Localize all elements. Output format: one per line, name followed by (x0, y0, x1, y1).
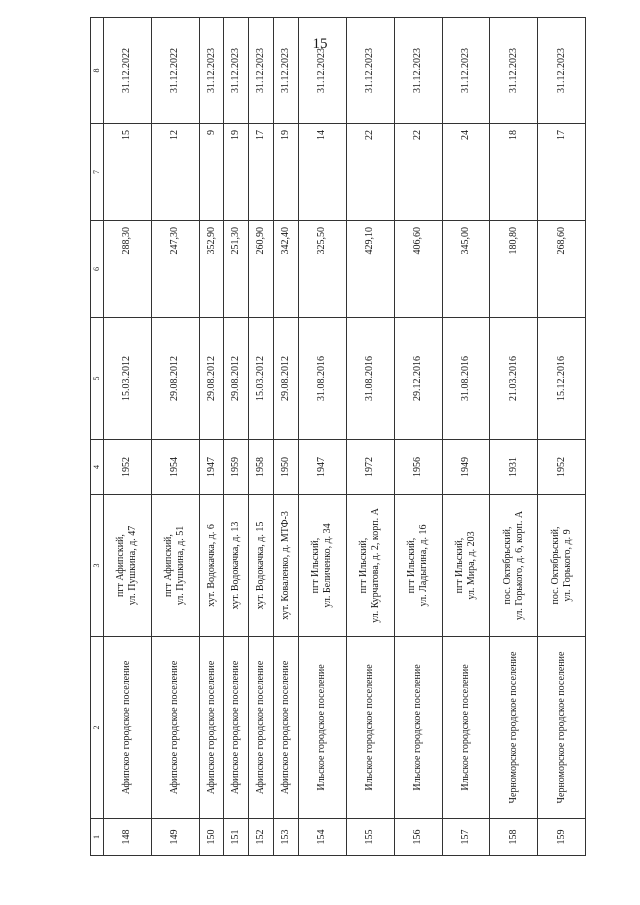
address-cell (224, 495, 249, 637)
address-line: ул. Горького, д. 6, корп. А (513, 510, 525, 621)
row-number-cell: 153 (274, 819, 299, 856)
count-cell: 17 (249, 124, 274, 221)
row-number-cell: 152 (249, 819, 274, 856)
column-number-7: 7 (91, 124, 104, 221)
area-cell: 352,90 (199, 221, 224, 318)
area-cell: 268,60 (538, 221, 586, 318)
address-cell (346, 495, 394, 637)
row-number-cell: 151 (224, 819, 249, 856)
settlement-cell: Черноморское городское поселение (538, 637, 586, 819)
address-line: пгт Ильский, (453, 537, 465, 594)
year-cell: 1950 (274, 440, 299, 495)
settlement-cell: Афипское городское поселение (249, 637, 274, 819)
count-cell: 22 (346, 124, 394, 221)
address-cell (151, 495, 199, 637)
table-row (274, 18, 299, 856)
date-cell: 21.03.2016 (490, 318, 538, 440)
address-line: пгт Ильский, (310, 537, 322, 594)
year-cell: 1949 (442, 440, 490, 495)
settlement-cell: Ильское городское поселение (442, 637, 490, 819)
address-line: пос. Октябрьский, (501, 526, 513, 605)
table-row (538, 18, 586, 856)
address-line: ул. Мира, д. 203 (465, 531, 477, 600)
deadline-cell: 31.12.2023 (442, 18, 490, 124)
address-cell (490, 495, 538, 637)
address-cell (249, 495, 274, 637)
deadline-cell: 31.12.2023 (249, 18, 274, 124)
date-cell: 29.08.2012 (199, 318, 224, 440)
table-row (199, 18, 224, 856)
table-row (104, 18, 152, 856)
table-row (490, 18, 538, 856)
count-cell: 15 (104, 124, 152, 221)
deadline-cell: 31.12.2023 (274, 18, 299, 124)
count-cell: 24 (442, 124, 490, 221)
address-cell (538, 495, 586, 637)
row-number-cell: 149 (151, 819, 199, 856)
address-line: ул. Пушкина, д. 51 (175, 525, 187, 606)
settlement-cell: Афипское городское поселение (199, 637, 224, 819)
deadline-cell: 31.12.2023 (199, 18, 224, 124)
deadline-cell: 31.12.2023 (490, 18, 538, 124)
address-cell (104, 495, 152, 637)
area-cell: 429,10 (346, 221, 394, 318)
area-cell: 247,30 (151, 221, 199, 318)
deadline-cell: 31.12.2022 (151, 18, 199, 124)
row-number-cell: 150 (199, 819, 224, 856)
settlement-cell: Ильское городское поселение (394, 637, 442, 819)
row-number-cell: 154 (299, 819, 347, 856)
date-cell: 31.08.2016 (442, 318, 490, 440)
date-cell: 15.03.2012 (104, 318, 152, 440)
table-container (90, 48, 586, 856)
table-row (442, 18, 490, 856)
address-cell (442, 495, 490, 637)
address-cell (299, 495, 347, 637)
address-line: ул. Беличенко, д. 34 (322, 523, 334, 608)
year-cell: 1952 (104, 440, 152, 495)
address-line: ул. Горького, д. 9 (561, 529, 573, 602)
date-cell: 29.08.2012 (151, 318, 199, 440)
count-cell: 22 (394, 124, 442, 221)
year-cell: 1954 (151, 440, 199, 495)
date-cell: 31.08.2016 (299, 318, 347, 440)
count-cell: 9 (199, 124, 224, 221)
address-line: пгт Ильский, (358, 537, 370, 594)
date-cell: 29.08.2012 (224, 318, 249, 440)
address-line: пгт Афипский, (163, 534, 175, 597)
column-number-8: 8 (91, 18, 104, 124)
address-line: хут. Коваленко, д. МТФ-3 (280, 511, 292, 620)
settlement-cell: Афипское городское поселение (151, 637, 199, 819)
row-number-cell: 148 (104, 819, 152, 856)
address-line: ул. Ладыгина, д. 16 (418, 524, 430, 607)
area-cell: 342,40 (274, 221, 299, 318)
year-cell: 1958 (249, 440, 274, 495)
address-line: хут. Водокачка, д. 15 (255, 521, 267, 610)
deadline-cell: 31.12.2023 (299, 18, 347, 124)
deadline-cell: 31.12.2023 (346, 18, 394, 124)
address-cell (274, 495, 299, 637)
page-number: 15 (312, 36, 328, 52)
count-cell: 19 (274, 124, 299, 221)
row-number-cell: 159 (538, 819, 586, 856)
header-row (91, 18, 104, 856)
count-cell: 19 (224, 124, 249, 221)
table-row (224, 18, 249, 856)
year-cell: 1931 (490, 440, 538, 495)
column-number-6: 6 (91, 221, 104, 318)
date-cell: 29.12.2016 (394, 318, 442, 440)
settlement-cell: Ильское городское поселение (346, 637, 394, 819)
data-table (90, 17, 586, 856)
count-cell: 17 (538, 124, 586, 221)
address-line: ул. Курчатова, д. 2, корп. А (370, 508, 382, 623)
area-cell: 180,80 (490, 221, 538, 318)
year-cell: 1947 (299, 440, 347, 495)
address-line: ул. Пушкина, д. 47 (127, 525, 139, 606)
area-cell: 251,30 (224, 221, 249, 318)
row-number-cell: 157 (442, 819, 490, 856)
count-cell: 12 (151, 124, 199, 221)
settlement-cell: Ильское городское поселение (299, 637, 347, 819)
address-cell (394, 495, 442, 637)
deadline-cell: 31.12.2023 (538, 18, 586, 124)
year-cell: 1956 (394, 440, 442, 495)
table-row (249, 18, 274, 856)
deadline-cell: 31.12.2023 (394, 18, 442, 124)
row-number-cell: 155 (346, 819, 394, 856)
address-line: пгт Афипский, (115, 534, 127, 597)
address-line: хут. Водокачка, д. 13 (230, 521, 242, 610)
settlement-cell: Афипское городское поселение (224, 637, 249, 819)
year-cell: 1947 (199, 440, 224, 495)
area-cell: 345,00 (442, 221, 490, 318)
address-line: хут. Водокачка, д. 6 (205, 524, 217, 607)
address-cell (199, 495, 224, 637)
date-cell: 31.08.2016 (346, 318, 394, 440)
address-line: пос. Октябрьский, (549, 526, 561, 605)
table-row (394, 18, 442, 856)
year-cell: 1952 (538, 440, 586, 495)
table-row (299, 18, 347, 856)
settlement-cell: Афипское городское поселение (104, 637, 152, 819)
area-cell: 325,50 (299, 221, 347, 318)
row-number-cell: 158 (490, 819, 538, 856)
date-cell: 29.08.2012 (274, 318, 299, 440)
column-number-4: 4 (91, 440, 104, 495)
table-row (346, 18, 394, 856)
year-cell: 1959 (224, 440, 249, 495)
count-cell: 14 (299, 124, 347, 221)
settlement-cell: Черноморское городское поселение (490, 637, 538, 819)
year-cell: 1972 (346, 440, 394, 495)
area-cell: 406,60 (394, 221, 442, 318)
area-cell: 288,30 (104, 221, 152, 318)
row-number-cell: 156 (394, 819, 442, 856)
table-row (151, 18, 199, 856)
column-number-3: 3 (91, 495, 104, 637)
settlement-cell: Афипское городское поселение (274, 637, 299, 819)
count-cell: 18 (490, 124, 538, 221)
date-cell: 15.03.2012 (249, 318, 274, 440)
deadline-cell: 31.12.2022 (104, 18, 152, 124)
area-cell: 260,90 (249, 221, 274, 318)
address-line: пгт Ильский, (406, 537, 418, 594)
column-number-1: 1 (91, 819, 104, 856)
column-number-2: 2 (91, 637, 104, 819)
deadline-cell: 31.12.2023 (224, 18, 249, 124)
date-cell: 15.12.2016 (538, 318, 586, 440)
column-number-5: 5 (91, 318, 104, 440)
